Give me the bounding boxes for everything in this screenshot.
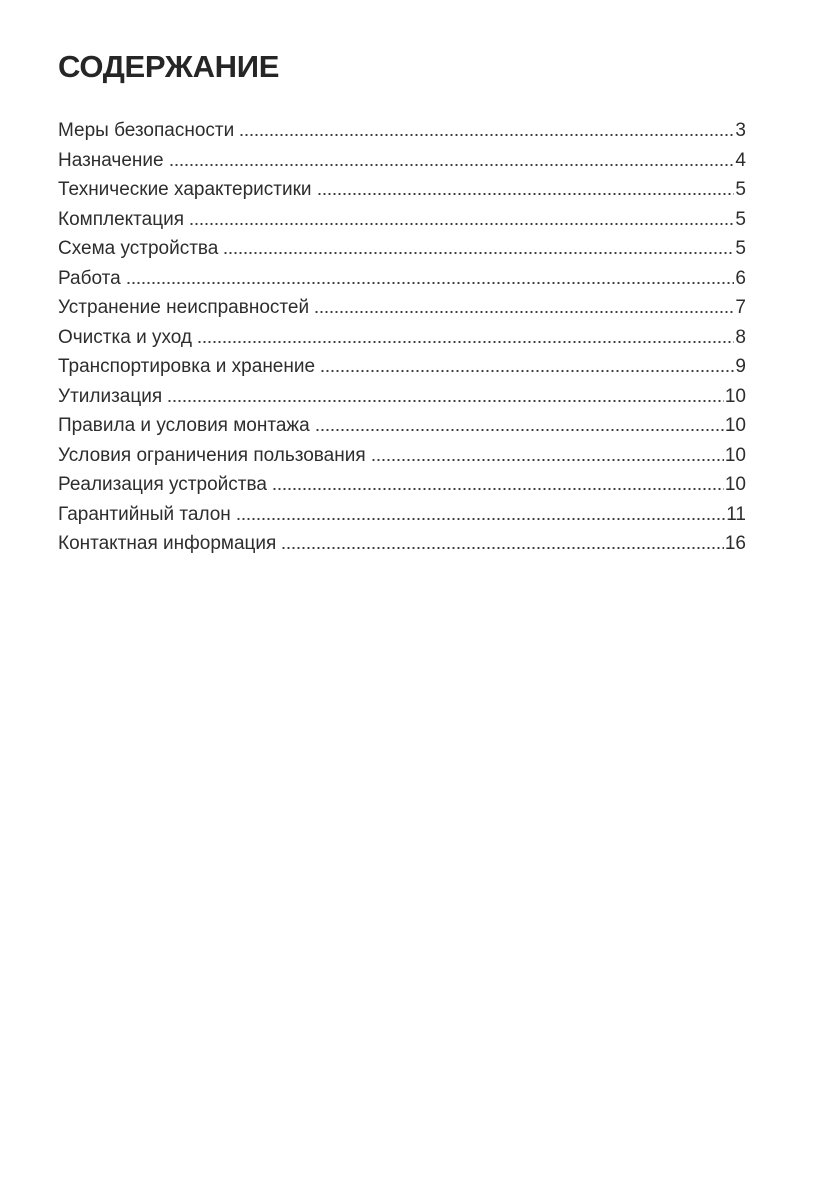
toc-entry-page: 16 bbox=[724, 533, 746, 554]
toc-entry-page: 7 bbox=[735, 297, 746, 318]
toc-entry[interactable] bbox=[58, 209, 746, 239]
dot-leader bbox=[126, 282, 735, 284]
toc-entry-page: 10 bbox=[724, 474, 746, 495]
toc-entry-label: Комплектация bbox=[58, 208, 185, 230]
toc-entry[interactable] bbox=[58, 297, 746, 327]
toc-entry[interactable] bbox=[58, 386, 746, 416]
toc-entry-label: Схема устройства bbox=[58, 238, 219, 259]
toc-entry[interactable] bbox=[58, 179, 746, 209]
toc-entry-page: 11 bbox=[726, 503, 746, 525]
toc-entry-label: Очистка и уход bbox=[58, 326, 192, 348]
toc-content bbox=[58, 50, 746, 563]
dot-leader bbox=[223, 252, 734, 254]
toc-entry-page: 5 bbox=[735, 238, 746, 259]
dot-leader bbox=[169, 164, 735, 166]
toc-entry[interactable] bbox=[58, 356, 746, 386]
dot-leader bbox=[239, 134, 734, 136]
toc-entry-label: Гарантийный талон bbox=[58, 503, 231, 525]
toc-entry-page: 3 bbox=[735, 120, 746, 141]
toc-entry-page: 4 bbox=[735, 149, 746, 171]
dot-leader bbox=[320, 370, 734, 372]
toc-entry[interactable] bbox=[58, 415, 746, 445]
toc-entry-page: 10 bbox=[724, 415, 746, 436]
toc-entry-page: 8 bbox=[735, 326, 746, 348]
dot-leader bbox=[371, 459, 724, 461]
toc-entry[interactable] bbox=[58, 327, 746, 357]
toc-entry-label: Устранение неисправностей bbox=[58, 297, 310, 318]
toc-entry[interactable] bbox=[58, 445, 746, 475]
toc-entry-page: 6 bbox=[735, 267, 746, 289]
toc-entry[interactable] bbox=[58, 474, 746, 504]
dot-leader bbox=[167, 400, 724, 402]
toc-entry-label: Меры безопасности bbox=[58, 120, 235, 141]
toc-entry[interactable] bbox=[58, 238, 746, 268]
toc-list bbox=[58, 120, 746, 563]
toc-entry-page: 5 bbox=[735, 179, 746, 200]
toc-entry[interactable] bbox=[58, 150, 746, 180]
dot-leader bbox=[272, 488, 724, 490]
toc-entry-label: Условия ограничения пользования bbox=[58, 444, 366, 466]
toc-entry[interactable] bbox=[58, 533, 746, 563]
dot-leader bbox=[317, 193, 735, 195]
toc-entry[interactable] bbox=[58, 268, 746, 298]
toc-entry-label: Утилизация bbox=[58, 385, 163, 407]
dot-leader bbox=[197, 341, 734, 343]
toc-entry[interactable] bbox=[58, 504, 746, 534]
toc-entry-label: Транспортировка и хранение bbox=[58, 356, 316, 377]
toc-entry-label: Контактная информация bbox=[58, 533, 277, 554]
dot-leader bbox=[281, 547, 724, 549]
dot-leader bbox=[315, 429, 724, 431]
toc-entry-page: 10 bbox=[724, 444, 746, 466]
toc-entry-label: Назначение bbox=[58, 149, 164, 171]
dot-leader bbox=[236, 518, 725, 520]
toc-entry-label: Правила и условия монтажа bbox=[58, 415, 310, 436]
toc-entry-page: 10 bbox=[724, 385, 746, 407]
toc-entry-label: Реализация устройства bbox=[58, 474, 267, 495]
toc-entry-label: Технические характеристики bbox=[58, 179, 312, 200]
toc-entry-label: Работа bbox=[58, 267, 121, 289]
toc-entry-page: 5 bbox=[735, 208, 746, 230]
toc-entry[interactable] bbox=[58, 120, 746, 150]
dot-leader bbox=[189, 223, 734, 225]
toc-entry-page: 9 bbox=[735, 356, 746, 377]
dot-leader bbox=[314, 311, 734, 313]
page-title: СОДЕРЖАНИЕ bbox=[58, 49, 280, 84]
